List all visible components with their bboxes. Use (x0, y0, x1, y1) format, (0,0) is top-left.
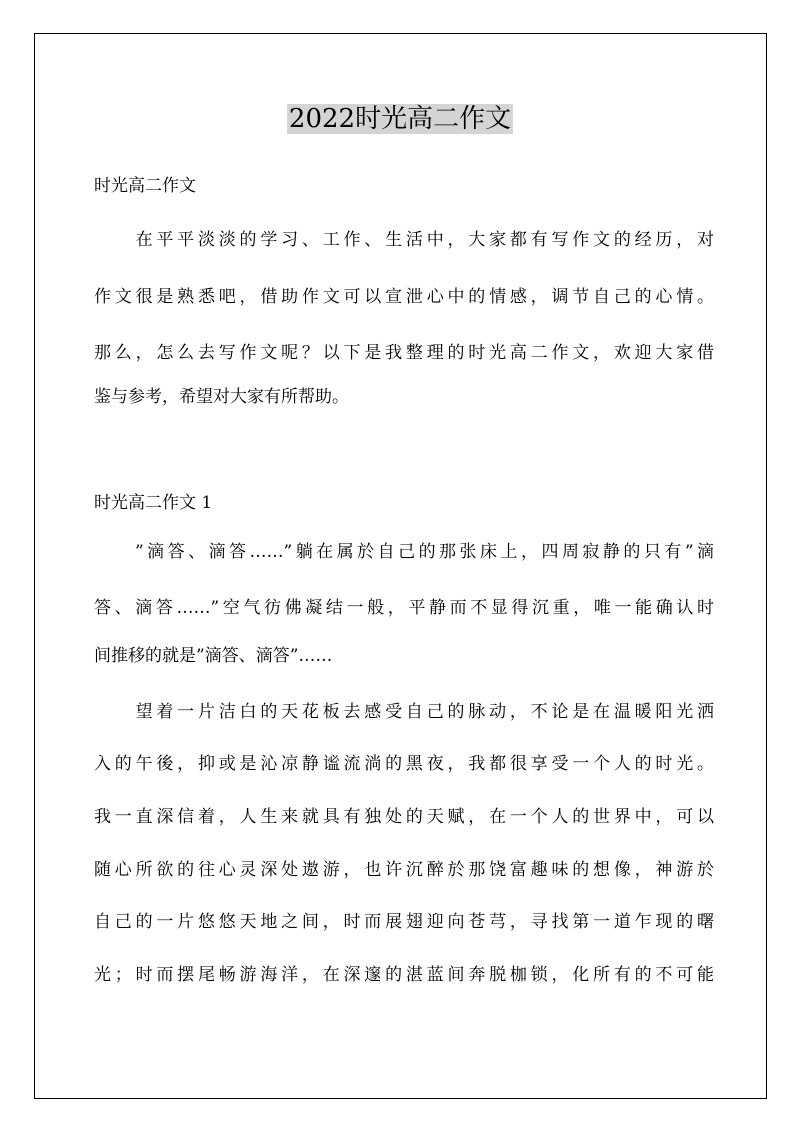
essay-paragraph-line: 自己的一片悠悠天地之间，时而展翅迎向苍芎，寻找第一道乍现的曙 (94, 912, 714, 932)
essay-paragraph-line: 入的午後，抑或是沁凉静谧流淌的黑夜，我都很享受一个人的时光。 (94, 754, 714, 774)
essay-paragraph-line: 望着一片洁白的天花板去感受自己的脉动，不论是在温暖阳光洒 (94, 702, 714, 722)
intro-line: 鉴与参考，希望对大家有所帮助。 (94, 387, 349, 407)
document-title (0, 100, 800, 138)
intro-line: 在平平淡淡的学习、工作、生活中，大家都有写作文的经历，对 (94, 230, 714, 250)
intro-line: 那么，怎么去写作文呢？以下是我整理的时光高二作文，欢迎大家借 (94, 343, 714, 363)
essay-paragraph-line: 间推移的就是”滴答、滴答”…… (94, 646, 333, 666)
essay-paragraph-line: 我一直深信着，人生来就具有独处的天赋，在一个人的世界中，可以 (94, 807, 714, 827)
essay-paragraph-line: 答、滴答……”空气彷佛凝结一般，平静而不显得沉重，唯一能确认时 (94, 598, 714, 618)
essay-paragraph-line: 光；时而摆尾畅游海洋，在深邃的湛蓝间奔脱枷锁，化所有的不可能 (94, 965, 714, 985)
intro-line: 作文很是熟悉吧，借助作文可以宣泄心中的情感，调节自己的心情。 (94, 287, 714, 307)
essay-paragraph-line: ”滴答、滴答……”躺在属於自己的那张床上，四周寂静的只有”滴 (94, 542, 714, 562)
document-title-text: 2022时光高二作文 (288, 104, 512, 134)
essay-paragraph-line: 随心所欲的往心灵深处遨游，也许沉醉於那饶富趣味的想像，神游於 (94, 860, 714, 880)
essay-heading: 时光高二作文 1 (94, 493, 213, 513)
intro-heading: 时光高二作文 (94, 176, 196, 196)
